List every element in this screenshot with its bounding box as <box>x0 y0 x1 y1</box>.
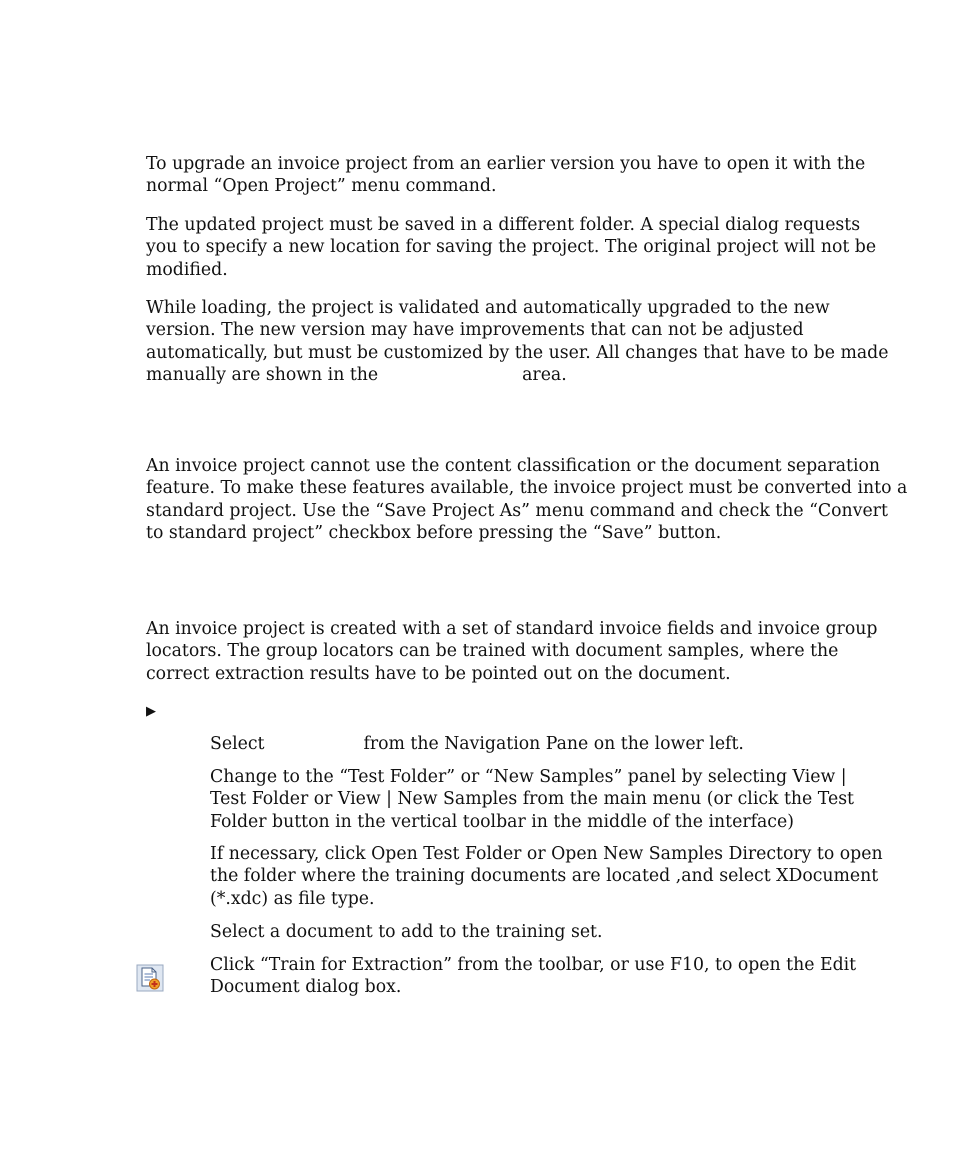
text-line: An invoice project cannot use the content classification or the document separation <box>146 456 881 476</box>
step-open-folder <box>210 843 883 910</box>
text-line: version. The new version may have improvements that can not be adjusted <box>146 320 804 341</box>
text-line: you to specify a new location for saving the project. The original project will not be <box>146 237 877 258</box>
upgrade-paragraph-save-location <box>146 214 877 281</box>
text-fragment: area. <box>522 364 567 385</box>
text-line: Document dialog box. <box>210 977 402 998</box>
text-line: the folder where the training documents are located ,and select XDocument <box>210 866 879 887</box>
text-line: Select a document to add to the training set. <box>210 922 603 942</box>
text-line: To upgrade an invoice project from an earlier version you have to open it with the <box>146 154 866 174</box>
upgrade-paragraph-validation <box>146 297 889 386</box>
text-fragment: from the Navigation Pane on the lower left. <box>363 734 744 754</box>
text-fragment: Select <box>210 734 265 754</box>
step-select-navigation <box>210 733 840 755</box>
train-for-extraction-icon <box>136 964 164 992</box>
step-change-panel <box>210 766 855 833</box>
convert-paragraph <box>146 455 908 544</box>
text-line <box>146 364 836 386</box>
train-for-extraction-icon-graphic <box>136 964 164 992</box>
text-line: If necessary, click Open Test Folder or Open New Samples Directory to open <box>210 844 883 864</box>
upgrade-paragraph-open <box>146 153 866 198</box>
text-line: standard project. Use the “Save Project As” menu command and check the “Convert <box>146 500 888 521</box>
text-line: Click “Train for Extraction” from the toolbar, or use F10, to open the Edit <box>210 955 857 975</box>
text-line: The updated project must be saved in a different folder. A special dialog requests <box>146 215 861 235</box>
text-fragment: manually are shown in the <box>146 364 379 385</box>
text-line: While loading, the project is validated and automatically upgraded to the new <box>146 298 830 318</box>
text-line: correct extraction results have to be pointed out on the document. <box>146 663 731 684</box>
text-line <box>210 733 840 755</box>
text-line: normal “Open Project” menu command. <box>146 176 497 197</box>
step-select-document <box>210 921 840 943</box>
procedure-marker-icon: ▶ <box>146 704 156 719</box>
text-line: automatically, but must be customized by the user. All changes that have to be made <box>146 342 889 363</box>
training-intro-paragraph <box>146 618 878 685</box>
text-line: (*.xdc) as file type. <box>210 888 375 909</box>
text-line: Test Folder or View | New Samples from the main menu (or click the Test <box>210 789 855 810</box>
text-line: feature. To make these features available, the invoice project must be converted into a <box>146 478 908 499</box>
step-train-for-extraction <box>210 954 857 999</box>
text-line: modified. <box>146 259 228 280</box>
text-line: Change to the “Test Folder” or “New Samples” panel by selecting View | <box>210 767 847 787</box>
text-line: to standard project” checkbox before pressing the “Save” button. <box>146 522 722 543</box>
text-line: locators. The group locators can be trained with document samples, where the <box>146 641 839 662</box>
text-line: An invoice project is created with a set of standard invoice fields and invoice group <box>146 619 878 639</box>
text-line: Folder button in the vertical toolbar in the middle of the interface) <box>210 811 794 832</box>
